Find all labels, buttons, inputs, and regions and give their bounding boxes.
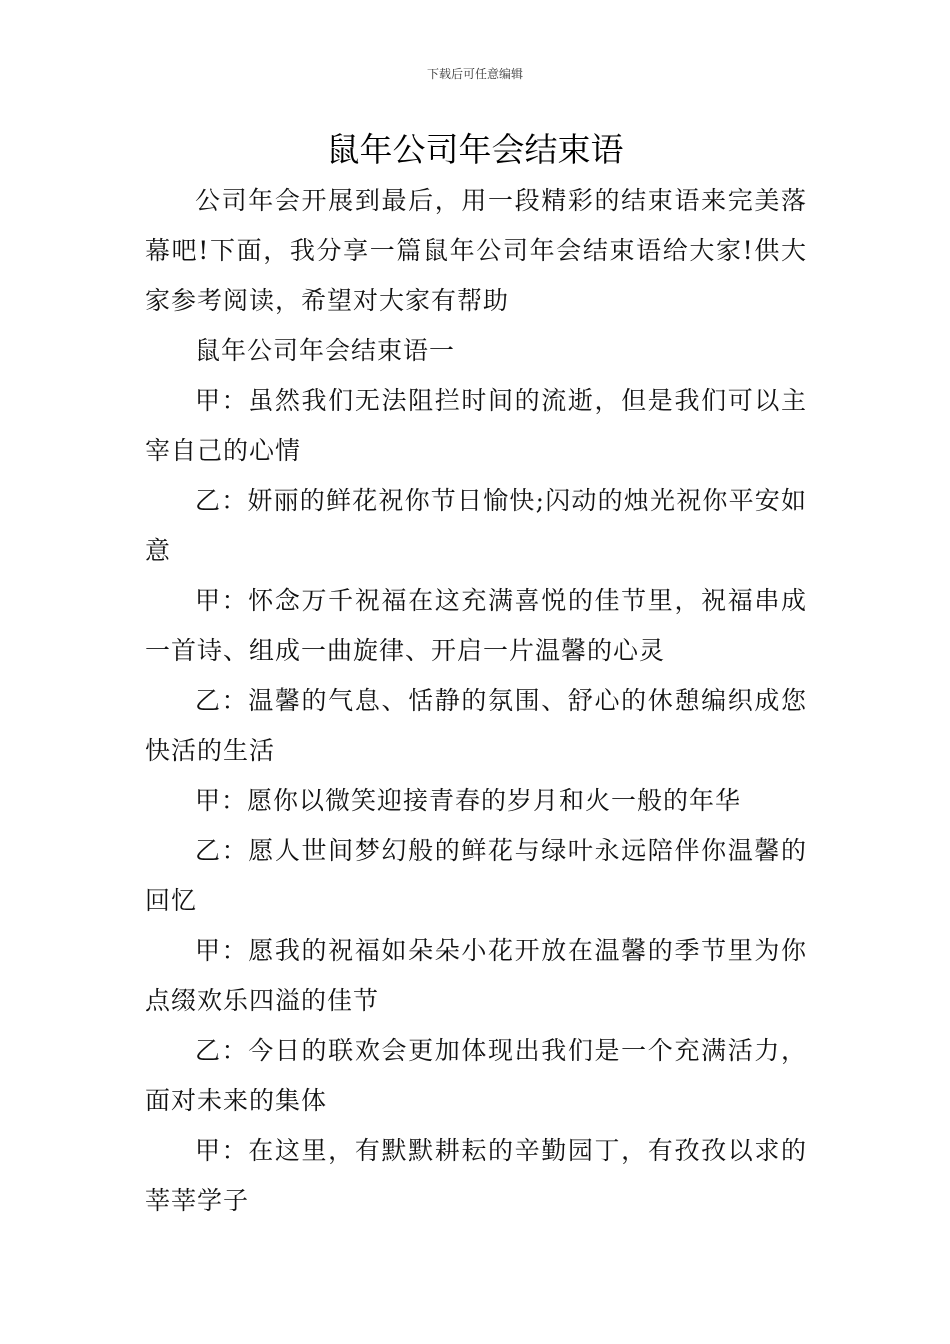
dialogue-line: 甲：虽然我们无法阻拦时间的流逝，但是我们可以主宰自己的心情 (145, 386, 807, 465)
dialogue-line: 乙：妍丽的鲜花祝你节日愉快;闪动的烛光祝你平安如意 (145, 486, 807, 565)
dialogue-line: 甲：愿你以微笑迎接青春的岁月和火一般的年华 (195, 786, 742, 815)
dialogue-line: 乙：今日的联欢会更加体现出我们是一个充满活力，面对未来的集体 (145, 1036, 807, 1115)
dialogue-line: 甲：在这里，有默默耕耘的辛勤园丁，有孜孜以求的莘莘学子 (145, 1136, 807, 1215)
dialogue-line: 乙：温馨的气息、恬静的氛围、舒心的休憩编织成您快活的生活 (145, 686, 807, 765)
header-note: 下载后可任意编辑 (426, 67, 523, 81)
document-body (145, 176, 807, 1226)
dialogue-line: 甲：怀念万千祝福在这充满喜悦的佳节里，祝福串成一首诗、组成一曲旋律、开启一片温馨的心灵 (145, 586, 807, 665)
section-heading: 鼠年公司年会结束语一 (195, 336, 456, 365)
document-title: 鼠年公司年会结束语 (326, 130, 624, 169)
intro-paragraph: 公司年会开展到最后，用一段精彩的结束语来完美落幕吧!下面，我分享一篇鼠年公司年会结束语给大家!供大家参考阅读，希望对大家有帮助 (145, 186, 807, 315)
dialogue-line: 甲：愿我的祝福如朵朵小花开放在温馨的季节里为你点缀欢乐四溢的佳节 (145, 936, 807, 1015)
dialogue-line: 乙：愿人世间梦幻般的鲜花与绿叶永远陪伴你温馨的回忆 (145, 836, 807, 915)
